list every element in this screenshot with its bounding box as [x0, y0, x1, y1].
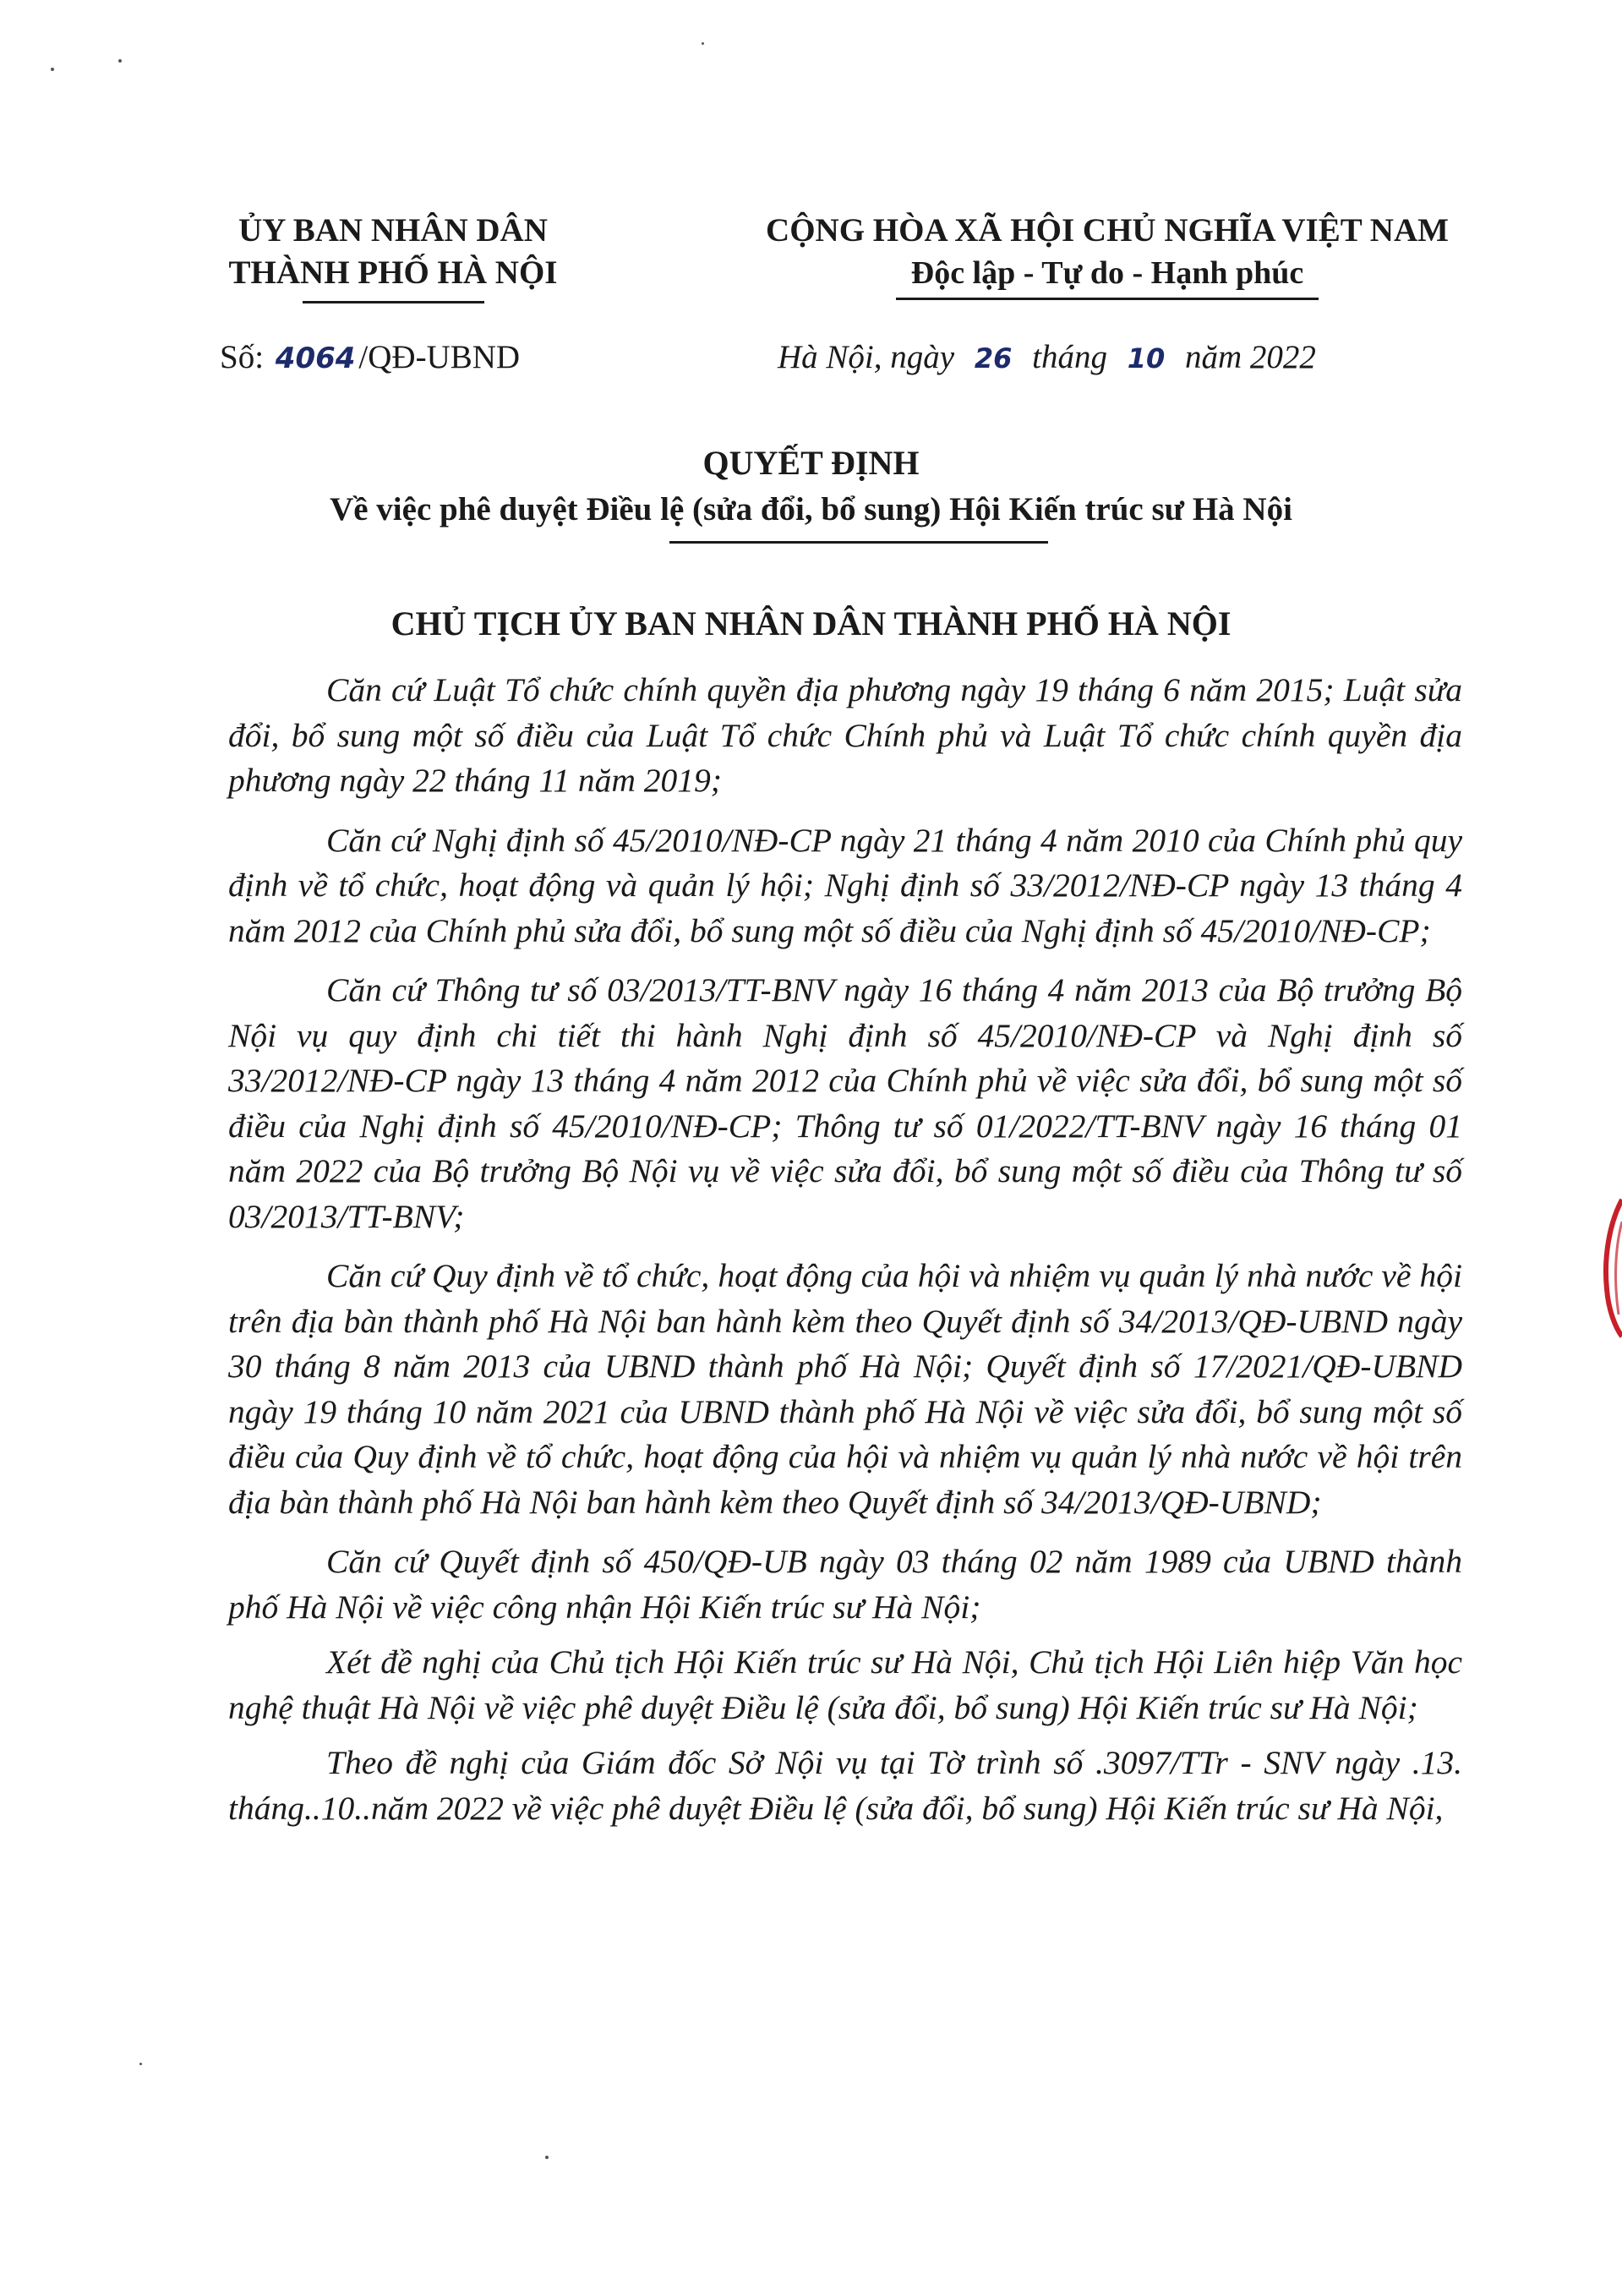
- national-title: [651, 210, 1564, 300]
- agency-line-2: THÀNH PHỐ HÀ NỘI: [228, 254, 558, 291]
- legal-basis: [228, 668, 1462, 1845]
- scan-speck: [118, 59, 122, 63]
- document-number: [220, 336, 520, 380]
- scan-speck: [139, 2063, 142, 2065]
- date-day-handwritten: 26: [974, 342, 1013, 374]
- basis-paragraph: Căn cứ Luật Tổ chức chính quyền địa phương ngày 19 tháng 6 năm 2015; Luật sửa đổi, bổ sung một số điều của Luật Tổ chức Chính phủ và Luật Tổ chức chính quyền địa phương ngày 22 tháng 11 năm 2019;: [228, 671, 1462, 799]
- basis-paragraph: Xét đề nghị của Chủ tịch Hội Kiến trúc sư Hà Nội, Chủ tịch Hội Liên hiệp Văn học nghệ thuật Hà Nội về việc phê duyệt Điều lệ (sửa đổi, bổ sung) Hội Kiến trúc sư Hà Nội;: [228, 1643, 1462, 1726]
- issuing-agency: [152, 210, 634, 303]
- basis-paragraph: Căn cứ Thông tư số 03/2013/TT-BNV ngày 16 tháng 4 năm 2013 của Bộ trưởng Bộ Nội vụ quy định chi tiết thi hành Nghị định số 45/2010/NĐ-CP và Nghị định số 33/2012/NĐ-CP ngày 13 tháng 4 năm 2012 của Chính phủ về việc sửa đổi, bổ sung một số điều của Nghị định số 45/2010/NĐ-CP; Thông tư số 01/2022/TT-BNV ngày 16 tháng 01 năm 2022 của Bộ trưởng Bộ Nội vụ về việc sửa đổi, bổ sung một số điều của Thông tư số 03/2013/TT-BNV;: [228, 971, 1462, 1235]
- nation-motto: Độc lập - Tự do - Hạnh phúc: [910, 255, 1304, 291]
- doc-number-prefix: Số:: [220, 339, 265, 375]
- date-month-handwritten: 10: [1127, 342, 1166, 374]
- motto-underline: [896, 298, 1319, 300]
- subtitle-underline: [669, 541, 1048, 544]
- basis-paragraph: Căn cứ Nghị định số 45/2010/NĐ-CP ngày 21 tháng 4 năm 2010 của Chính phủ quy định về tổ chức, hoạt động và quản lý hội; Nghị định số 33/2012/NĐ-CP ngày 13 tháng 4 năm 2012 của Chính phủ sửa đổi, bổ sung một số điều của Nghị định số 45/2010/NĐ-CP;: [228, 821, 1462, 949]
- scan-speck: [545, 2156, 549, 2159]
- place-and-date: [778, 336, 1420, 380]
- basis-paragraph: Theo đề nghị của Giám đốc Sở Nội vụ tại Tờ trình số .3097/TTr - SNV ngày .13. tháng..10..năm 2022 về việc phê duyệt Điều lệ (sửa đổi, bổ sung) Hội Kiến trúc sư Hà Nội,: [228, 1744, 1462, 1827]
- date-prefix: Hà Nội, ngày: [778, 339, 955, 375]
- red-stamp-fragment: [1592, 1196, 1622, 1340]
- basis-paragraph: Căn cứ Quyết định số 450/QĐ-UB ngày 03 tháng 02 năm 1989 của UBND thành phố Hà Nội về việc công nhận Hội Kiến trúc sư Hà Nội;: [228, 1543, 1462, 1626]
- date-year: năm 2022: [1184, 339, 1316, 375]
- agency-line-1: ỦY BAN NHÂN DÂN: [238, 212, 548, 249]
- nation-line-1: CỘNG HÒA XÃ HỘI CHỦ NGHĨA VIỆT NAM: [766, 212, 1449, 249]
- agency-underline: [303, 301, 484, 303]
- scan-speck: [702, 42, 704, 45]
- scan-speck: [51, 68, 54, 71]
- issuing-authority: CHỦ TỊCH ỦY BAN NHÂN DÂN THÀNH PHỐ HÀ NỘI: [390, 604, 1232, 642]
- basis-paragraph: Căn cứ Quy định về tổ chức, hoạt động của hội và nhiệm vụ quản lý nhà nước về hội trên địa bàn thành phố Hà Nội ban hành kèm theo Quyết định số 34/2013/QĐ-UBND ngày 30 tháng 8 năm 2013 của UBND thành phố Hà Nội; Quyết định số 17/2021/QĐ-UBND ngày 19 tháng 10 năm 2021 của UBND thành phố Hà Nội về việc sửa đổi, bổ sung một số điều của Quy định về tổ chức, hoạt động của hội và nhiệm vụ quản lý nhà nước về hội trên địa bàn thành phố Hà Nội ban hành kèm theo Quyết định số 34/2013/QĐ-UBND;: [228, 1257, 1462, 1521]
- document-title: QUYẾT ĐỊNH: [702, 444, 920, 482]
- doc-number-suffix: /QĐ-UBND: [358, 339, 521, 375]
- doc-number-handwritten: 4064: [275, 342, 356, 375]
- date-month-label: tháng: [1032, 339, 1107, 375]
- document-subtitle: Về việc phê duyệt Điều lệ (sửa đổi, bổ sung) Hội Kiến trúc sư Hà Nội: [330, 491, 1292, 528]
